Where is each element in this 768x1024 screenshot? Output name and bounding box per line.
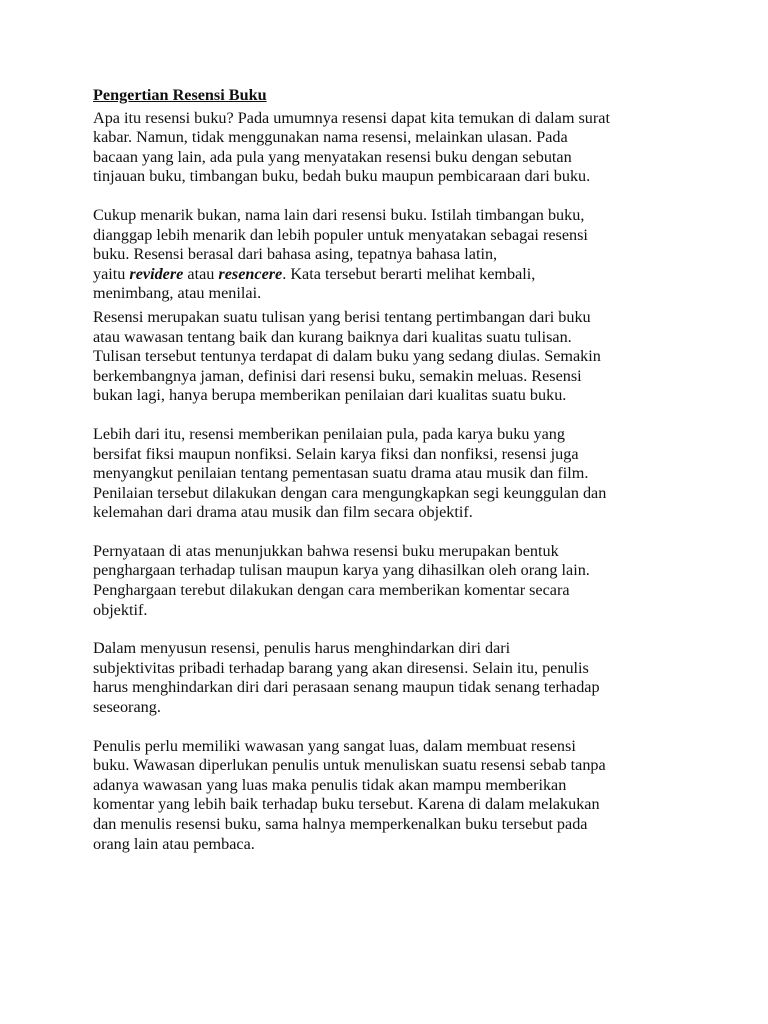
paragraph-line: Pernyataan di atas menunjukkan bahwa resensi buku merupakan bentuk [93,541,559,560]
paragraph-line: tinjauan buku, timbangan buku, bedah buku maupun pembicaraan dari buku. [93,167,591,186]
paragraph-3 [93,308,683,406]
paragraph-line: menyangkut penilaian tentang pementasan suatu drama atau musik dan film. [93,464,589,483]
paragraph-spacer [93,620,683,639]
paragraph-line: bacaan yang lain, ada pula yang menyatakan resensi buku dengan sebutan [93,147,572,166]
paragraph-line: komentar yang lebih baik terhadap buku tersebut. Karena di dalam melakukan [93,795,600,814]
paragraph-line: bukan lagi, hanya berupa memberikan penilaian dari kualitas suatu buku. [93,386,567,405]
line-prefix: yaitu [93,264,130,283]
paragraph-line: buku. Resensi berasal dari bahasa asing, tepatnya bahasa latin, [93,245,498,264]
paragraph-line: buku. Wawasan diperlukan penulis untuk menuliskan suatu resensi sebab tanpa [93,756,606,775]
paragraph-line: adanya wawasan yang luas maka penulis tidak akan mampu memberikan [93,775,567,794]
paragraph-spacer [93,187,683,206]
line-suffix: . Kata tersebut berarti melihat kembali, [282,264,536,283]
paragraph-line: Penghargaan terebut dilakukan dengan cara memberikan komentar secara [93,581,570,600]
paragraph-4 [93,425,683,523]
paragraph-line-with-terms [93,265,683,285]
document-title: Pengertian Resensi Buku [93,86,267,104]
paragraph-line: penghargaan terhadap tulisan maupun karya yang dihasilkan oleh orang lain. [93,561,590,580]
paragraph-line: menimbang, atau menilai. [93,284,262,303]
latin-term-revidere: revidere [129,264,184,283]
paragraph-line: harus menghindarkan diri dari perasaan senang maupun tidak senang terhadap [93,678,600,697]
paragraph-spacer [93,406,683,425]
document-body [93,86,683,854]
paragraph-line: kelemahan dari drama atau musik dan film secara objektif. [93,503,473,522]
paragraph-line: seseorang. [93,698,161,717]
paragraph-line: Lebih dari itu, resensi memberikan penilaian pula, pada karya buku yang [93,424,565,443]
line-mid: atau [183,264,219,283]
paragraph-line: kabar. Namun, tidak menggunakan nama resensi, melainkan ulasan. Pada [93,128,568,147]
paragraph-line: objektif. [93,600,148,619]
paragraph-5 [93,542,683,620]
paragraph-line: Tulisan tersebut tentunya terdapat di dalam buku yang sedang diulas. Semakin [93,347,601,366]
paragraph-line: Cukup menarik bukan, nama lain dari resensi buku. Istilah timbangan buku, [93,205,585,224]
paragraph-line: dianggap lebih menarik dan lebih populer untuk menyatakan sebagai resensi [93,225,588,244]
paragraph-spacer [93,718,683,737]
paragraph-line: Dalam menyusun resensi, penulis harus menghindarkan diri dari [93,639,511,658]
latin-term-resencere: resencere [218,264,283,283]
paragraph-1 [93,109,683,187]
paragraph-line: orang lain atau pembaca. [93,834,255,853]
paragraph-line: Penilaian tersebut dilakukan dengan cara mengungkapkan segi keunggulan dan [93,483,607,502]
paragraph-line: subjektivitas pribadi terhadap barang yang akan diresensi. Selain itu, penulis [93,658,589,677]
paragraph-line: bersifat fiksi maupun nonfiksi. Selain karya fiksi dan nonfiksi, resensi juga [93,444,579,463]
paragraph-line: atau wawasan tentang baik dan kurang baiknya dari kualitas suatu tulisan. [93,327,572,346]
paragraph-6 [93,639,683,717]
paragraph-spacer [93,523,683,542]
paragraph-line: Penulis perlu memiliki wawasan yang sangat luas, dalam membuat resensi [93,736,576,755]
paragraph-2 [93,206,683,304]
paragraph-line: dan menulis resensi buku, sama halnya memperkenalkan buku tersebut pada [93,815,588,833]
paragraph-line: Apa itu resensi buku? Pada umumnya resensi dapat kita temukan di dalam surat [93,108,610,127]
paragraph-line: berkembangnya jaman, definisi dari resensi buku, semakin meluas. Resensi [93,366,582,385]
paragraph-line: Resensi merupakan suatu tulisan yang berisi tentang pertimbangan dari buku [93,307,591,326]
paragraph-7 [93,737,683,855]
